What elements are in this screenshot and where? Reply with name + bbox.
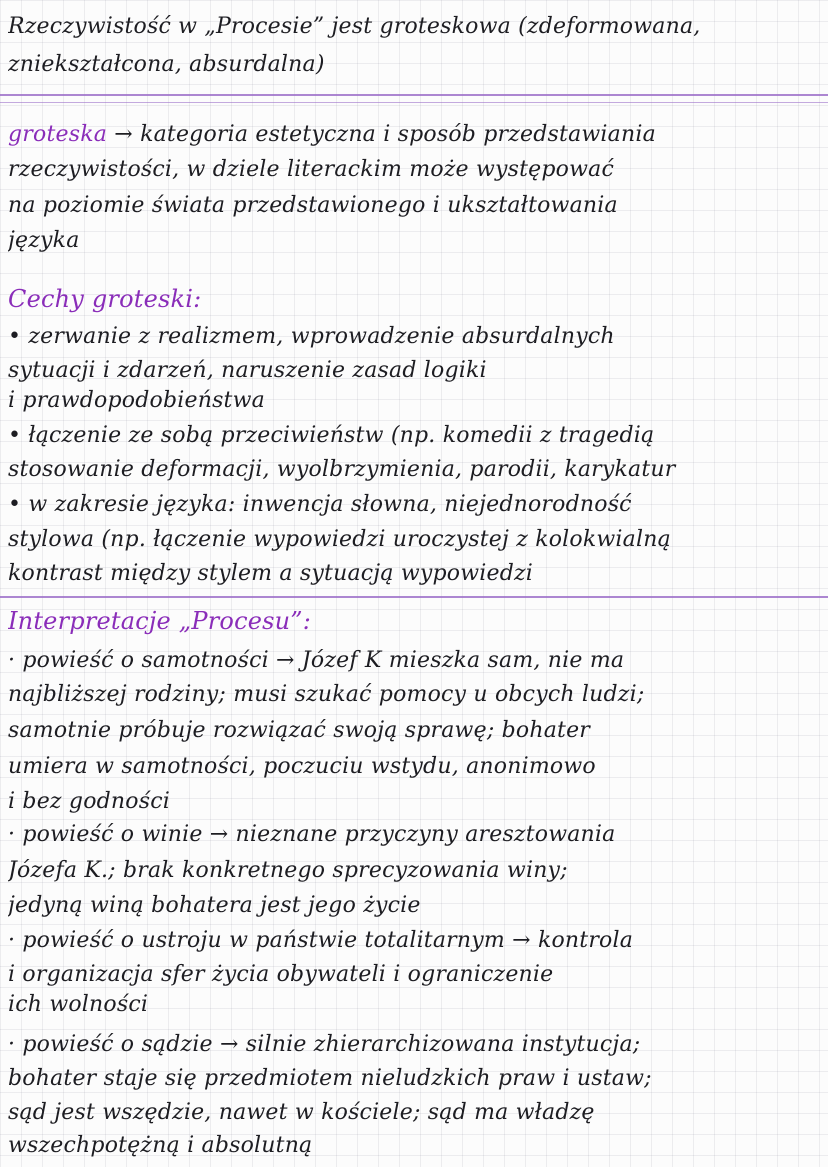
definition-line-2: rzeczywistości, w dziele literackim może występować (8, 157, 614, 182)
cechy-heading: Cechy groteski: (8, 285, 202, 313)
cechy-line-3: i prawdopodobieństwa (8, 388, 265, 413)
interpretacje-line-9: · powieść o ustroju w państwie totalitarnym → kontrola (8, 928, 634, 953)
section-divider-2 (0, 596, 828, 598)
intro-line-1: Rzeczywistość w „Procesie” jest groteskowa (zdeformowana, (8, 14, 701, 39)
interpretacje-line-10: i organizacja sfer życia obywateli i ograniczenie (8, 962, 554, 987)
section-divider-1 (0, 94, 828, 96)
definition-line-3: na poziomie świata przedstawionego i ukształtowania (8, 193, 618, 218)
interpretacje-line-1: · powieść o samotności → Józef K mieszka sam, nie ma (8, 648, 625, 673)
interpretacje-line-15: wszechpotężną i absolutną (8, 1133, 313, 1158)
interpretacje-line-13: bohater staje się przedmiotem nieludzkich praw i ustaw; (8, 1066, 652, 1091)
interpretacje-heading: Interpretacje „Procesu”: (8, 607, 312, 635)
interpretacje-line-3: samotnie próbuje rozwiązać swoją sprawę; bohater (8, 718, 591, 743)
interpretacje-line-7: Józefa K.; brak konkretnego sprecyzowania winy; (8, 858, 568, 883)
interpretacje-line-11: ich wolności (8, 992, 149, 1017)
interpretacje-line-12: · powieść o sądzie → silnie zhierarchizowana instytucja; (8, 1032, 641, 1057)
interpretacje-line-5: i bez godności (8, 789, 170, 814)
definition-line-4: języka (8, 228, 80, 253)
interpretacje-line-8: jedyną winą bohatera jest jego życie (8, 893, 421, 918)
section-divider-1b (0, 102, 828, 103)
interpretacje-line-4: umiera w samotności, poczuciu wstydu, anonimowo (8, 754, 596, 779)
interpretacje-line-6: · powieść o winie → nieznane przyczyny aresztowania (8, 822, 616, 847)
cechy-line-7: stylowa (np. łączenie wypowiedzi uroczystej z kolokwialną (8, 527, 671, 552)
definition-line-1 (8, 120, 822, 150)
cechy-line-2: sytuacji i zdarzeń, naruszenie zasad logiki (8, 358, 487, 383)
interpretacje-line-2: najbliższej rodziny; musi szukać pomocy u obcych ludzi; (8, 682, 645, 707)
cechy-line-4: • łączenie ze sobą przeciwieństw (np. komedii z tragedią (8, 423, 655, 448)
definition-term: groteska (8, 122, 108, 147)
cechy-line-8: kontrast między stylem a sytuacją wypowiedzi (8, 561, 534, 586)
cechy-line-5: stosowanie deformacji, wyolbrzymienia, parodii, karykatur (8, 457, 676, 482)
cechy-line-6: • w zakresie języka: inwencja słowna, niejednorodność (8, 492, 632, 517)
cechy-line-1: • zerwanie z realizmem, wprowadzenie absurdalnych (8, 324, 615, 349)
definition-text-1: → kategoria estetyczna i sposób przedstawiania (107, 122, 656, 147)
interpretacje-line-14: sąd jest wszędzie, nawet w kościele; sąd ma władzę (8, 1100, 595, 1125)
intro-line-2: zniekształcona, absurdalna) (8, 52, 325, 77)
